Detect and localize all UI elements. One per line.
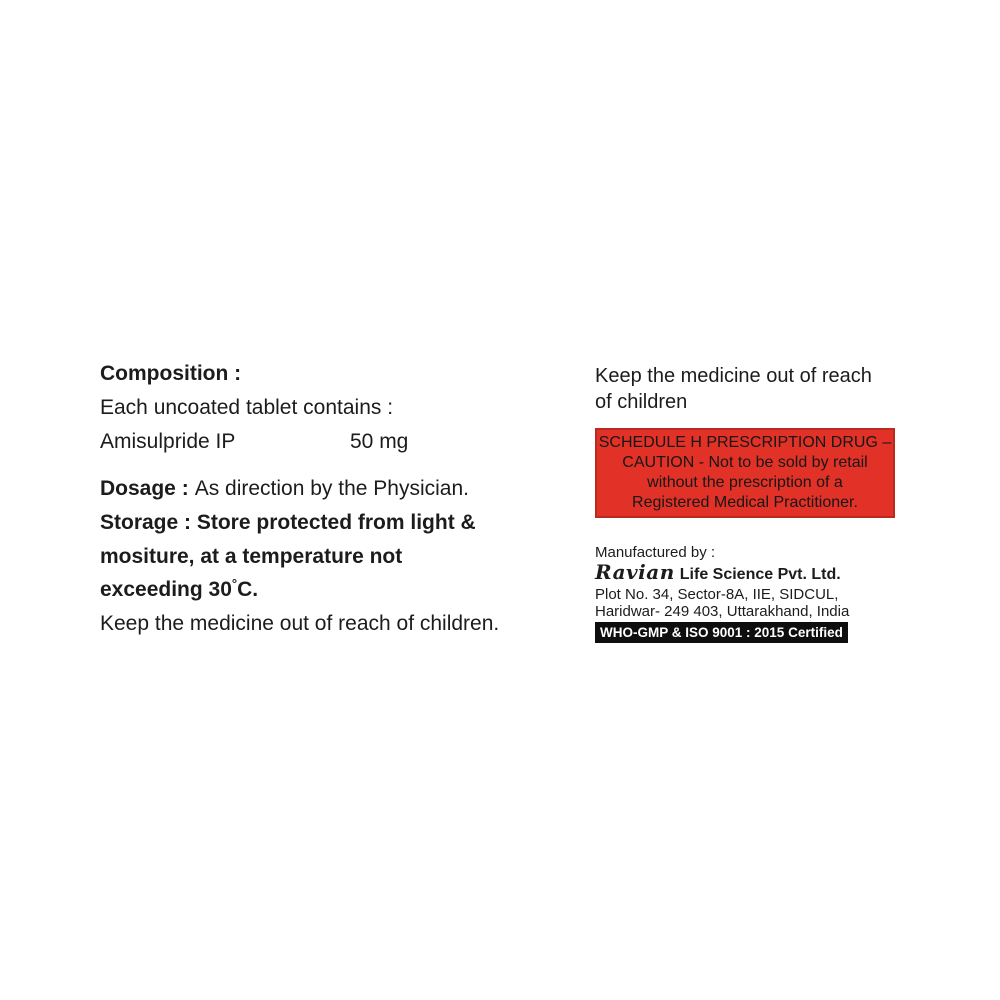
address-line-1: Plot No. 34, Sector-8A, IIE, SIDCUL, bbox=[595, 586, 839, 603]
manufacturer-block bbox=[595, 544, 907, 643]
contains-line: Each uncoated tablet contains : bbox=[100, 396, 394, 419]
storage-block bbox=[100, 506, 570, 607]
schedule-warning-line-1: SCHEDULE H PRESCRIPTION DRUG – bbox=[598, 434, 892, 451]
schedule-h-warning-box bbox=[595, 428, 895, 518]
right-panel bbox=[595, 363, 907, 643]
brand-suffix: Life Science Pvt. Ltd. bbox=[679, 566, 841, 583]
schedule-warning-line-3: without the prescription of a bbox=[647, 474, 843, 491]
storage-line-1: Storage : Store protected from light & bbox=[100, 511, 476, 534]
storage-line-3-post: C. bbox=[237, 578, 259, 601]
schedule-warning-line-4: Registered Medical Practitioner. bbox=[632, 494, 858, 511]
manufactured-by-label: Manufactured by : bbox=[595, 544, 716, 561]
left-panel bbox=[100, 357, 570, 641]
storage-line-3-pre: exceeding 30 bbox=[100, 578, 232, 601]
ingredient-strength: 50 mg bbox=[350, 430, 409, 453]
schedule-warning-line-2: CAUTION - Not to be sold by retail bbox=[622, 454, 868, 471]
brand-logo-text: Ravian bbox=[595, 560, 675, 584]
keep-notice-line-1: Keep the medicine out of reach bbox=[595, 365, 872, 387]
composition-heading: Composition : bbox=[100, 362, 242, 385]
storage-line-2: mositure, at a temperature not bbox=[100, 544, 403, 568]
certification-bar: WHO-GMP & ISO 9001 : 2015 Certified bbox=[595, 622, 848, 643]
keep-notice-line-2: of children bbox=[595, 391, 688, 413]
address-line-2: Haridwar- 249 403, Uttarakhand, India bbox=[595, 603, 850, 620]
dosage-label: Dosage : bbox=[100, 477, 189, 500]
storage-line-3: exceeding 30°C. bbox=[100, 576, 259, 601]
manufacturer-name-line bbox=[595, 561, 907, 586]
dosage-line bbox=[100, 472, 570, 506]
keep-notice bbox=[595, 363, 907, 415]
dosage-text: As direction by the Physician. bbox=[194, 477, 469, 500]
ingredient-name: Amisulpride IP bbox=[100, 430, 236, 453]
keep-out-of-reach-line: Keep the medicine out of reach of children. bbox=[100, 611, 500, 635]
ingredient-row bbox=[100, 425, 570, 459]
